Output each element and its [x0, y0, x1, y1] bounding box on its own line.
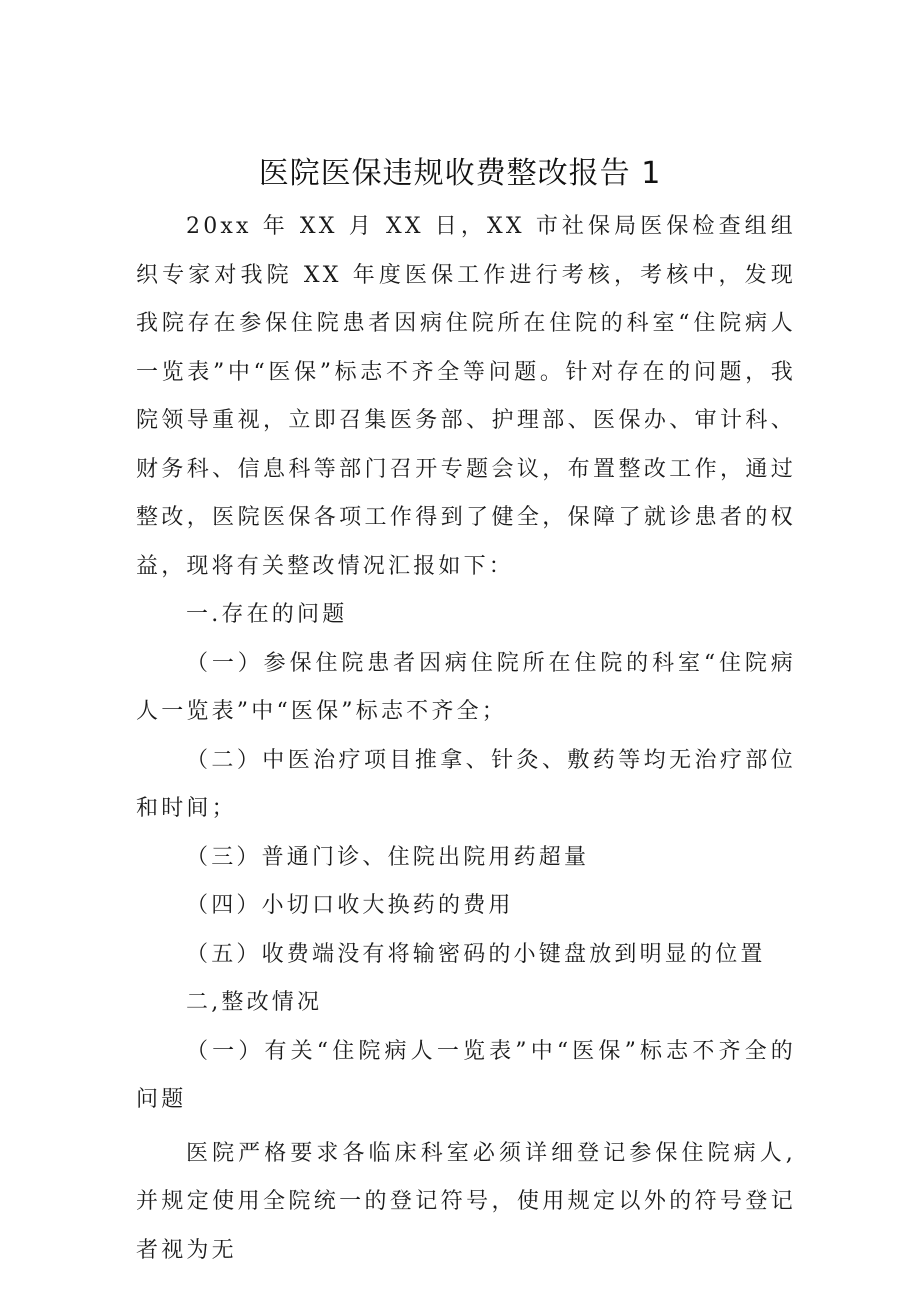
intro-paragraph: 20xx 年 XX 月 XX 日，XX 市社保局医保检查组组织专家对我院 XX 年度医保工作进行考核，考核中，发现我院存在参保住院患者因病住院所在住院的科室“住院病人一览表”中“医保”标志不齐全等问题。针对存在的问题，我院领导重视，立即召集医务部、护理部、医保办、审计科、财务科、信息科等部门召开专题会议，布置整改工作，通过整改，医院医保各项工作得到了健全，保障了就诊患者的权益，现将有关整改情况汇报如下：	[136, 214, 796, 579]
document-title: 医院医保违规收费整改报告 1	[258, 156, 662, 191]
problem-item-1: （一）参保住院患者因病住院所在住院的科室“住院病人一览表”中“医保”标志不齐全；	[136, 650, 796, 724]
section-heading-problems: 一.存在的问题	[186, 602, 348, 627]
section-heading-rectification: 二,整改情况	[186, 990, 323, 1015]
problem-item-5: （五）收费端没有将输密码的小键盘放到明显的位置	[186, 941, 766, 967]
problem-item-4: （四）小切口收大换药的费用	[186, 893, 514, 918]
rectification-paragraph: 医院严格要求各临床科室必须详细登记参保住院病人,并规定使用全院统一的登记符号，使用规定以外的符号登记者视为无	[136, 1140, 796, 1263]
problem-item-2: （二）中医治疗项目推拿、针灸、敷药等均无治疗部位和时间；	[136, 747, 796, 821]
problem-item-3: （三）普通门诊、住院出院用药超量	[186, 844, 590, 870]
rectification-item-1: （一）有关“住院病人一览表”中“医保”标志不齐全的问题	[136, 1038, 796, 1112]
document-body	[136, 203, 796, 1275]
